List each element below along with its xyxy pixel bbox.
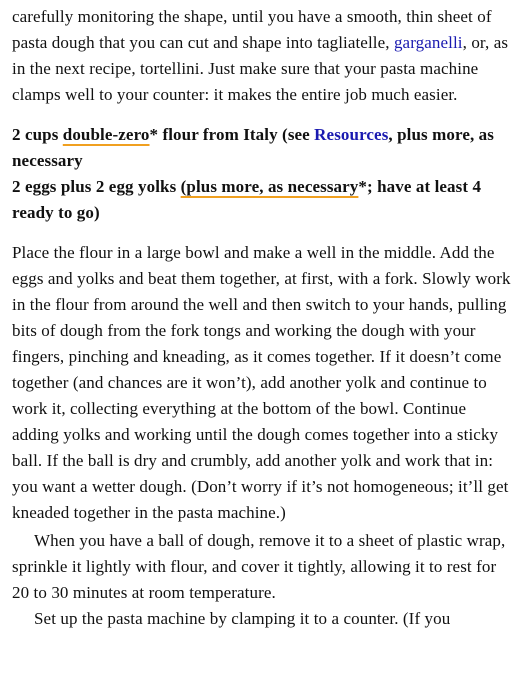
ingredient-flour-suffix: , plus more, as necessary — [12, 125, 494, 170]
intro-text-start: carefully monitoring the shape, until you have a smooth, thin sheet of pasta dough that you can cut and shape into tagliatelle, — [12, 7, 492, 52]
intro-paragraph — [12, 4, 516, 108]
ingredients-list — [12, 122, 516, 226]
method-paragraph-3: Set up the pasta machine by clamping it to a counter. (If you — [34, 609, 451, 628]
document-page — [12, 4, 516, 632]
ingredient-eggs-suffix: *; have at least 4 ready to go) — [12, 177, 482, 222]
ingredient-flour-mid: * flour from Italy (see — [149, 125, 315, 144]
double-zero-highlight[interactable]: double-zero — [62, 125, 150, 144]
ingredient-flour — [12, 122, 516, 174]
ingredient-eggs-prefix: 2 eggs plus 2 egg yolks — [12, 177, 181, 196]
resources-link[interactable]: Resources — [314, 125, 389, 144]
method-paragraph-1: Place the flour in a large bowl and make a well in the middle. Add the eggs and yolks and beat them together, at first, with a fork. Slowly work in the flour from around the well and then switch to your hands, pulling bits of dough from the fork tongs and working the dough with your fingers, pinching and kneading, as it comes together. If it doesn’t come together (and chances are it won’t), add another yolk and continue to work it, collecting everything at the bottom of the bowl. Continue adding yolks and working until the dough comes together into a sticky ball. If the ball is dry and crumbly, add another yolk and work that in: you want a wetter dough. (Don’t worry if it’s not homogeneous; it’ll get kneaded together in the pasta machine.) — [12, 243, 511, 522]
intro-text-end: , or, as in the next recipe, tortellini. Just make sure that your pasta machine clamps well to your counter: it makes the entire job much easier. — [12, 33, 509, 104]
ingredient-eggs — [12, 174, 516, 226]
method-paragraph-2: When you have a ball of dough, remove it to a sheet of plastic wrap, sprinkle it lightly with flour, and cover it tightly, allowing it to rest for 20 to 30 minutes at room temperature. — [12, 531, 506, 602]
ingredient-flour-prefix: 2 cups — [12, 125, 63, 144]
garganelli-link[interactable]: garganelli — [393, 33, 463, 52]
plus-more-highlight[interactable]: (plus more, as necessary — [180, 177, 359, 196]
